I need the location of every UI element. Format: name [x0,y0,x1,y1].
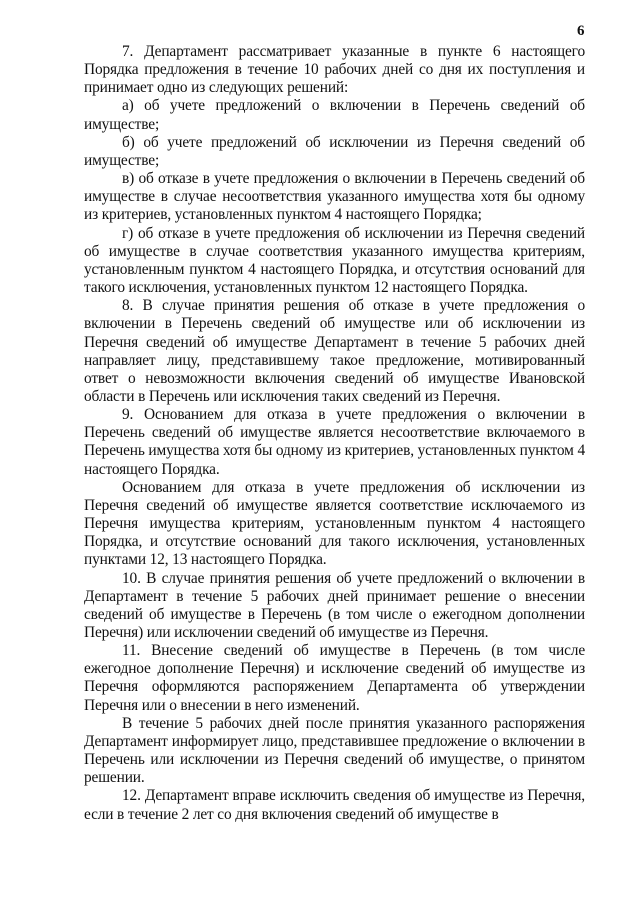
paragraph-10: 10. В случае принятия решения об учете предложений о включении в Департамент в течение 5 рабочих дней принимает решение о внесении сведений об имуществе в Перечень (в том числе о ежегодном дополнении Перечня) или исключении сведений об имуществе из Перечня. [84,569,585,641]
paragraph-11-continued: В течение 5 рабочих дней после принятия указанного распоряжения Департамент информирует лицо, представившее предложение о включении в Перечень или исключении из Перечня сведений об имуществе, о принятом решении. [84,714,585,787]
page-number: 6 [577,23,585,39]
paragraph-7: 7. Департамент рассматривает указанные в пункте 6 настоящего Порядка предложения в течение 10 рабочих дней со дня их поступления и принимает одно из следующих решений: [84,43,585,97]
paragraph-7a: а) об учете предложений о включении в Перечень сведений об имуществе; [84,97,585,133]
paragraph-8: 8. В случае принятия решения об отказе в учете предложения о включении в Перечень сведений об имуществе или об исключении из Перечня сведений об имуществе Департамент в течение 5 рабочих дней направляет лицу, представившему такое предложение, мотивированный ответ о невозможности включения сведений об имуществе Ивановской области в Перечень или исключения таких сведений из Перечня. [84,297,585,405]
paragraph-9-continued: Основанием для отказа в учете предложения об исключении из Перечня сведений об имуществе является соответствие исключаемого из Перечня имущества критериям, установленным пунктом 4 настоящего Порядка, и отсутствие оснований для такого исключения, установленных пунктами 12, 13 настоящего Порядка. [84,478,585,569]
document-body [84,43,585,824]
paragraph-7g: г) об отказе в учете предложения об исключении из Перечня сведений об имуществе в случае соответствия указанного имущества критериям, установленным пунктом 4 настоящего Порядка, и отсутствия оснований для такого исключения, установленных пунктом 12 настоящего Порядка. [84,224,585,297]
paragraph-12: 12. Департамент вправе исключить сведения об имуществе из Перечня, если в течение 2 лет со дня включения сведений об имуществе в [84,787,585,823]
paragraph-7b: б) об учете предложений об исключении из Перечня сведений об имуществе; [84,133,585,169]
paragraph-11: 11. Внесение сведений об имуществе в Перечень (в том числе ежегодное дополнение Перечня) и исключение сведений об имуществе из Перечня оформляются распоряжением Департамента об утверждении Перечня или о внесении в него изменений. [84,642,585,714]
paragraph-9: 9. Основанием для отказа в учете предложения о включении в Перечень сведений об имуществе является несоответствие включаемого в Перечень имущества хотя бы одному из критериев, установленных пунктом 4 настоящего Порядка. [84,406,585,478]
paragraph-7v: в) об отказе в учете предложения о включении в Перечень сведений об имуществе в случае несоответствия указанного имущества хотя бы одному из критериев, установленных пунктом 4 настоящего Порядка; [84,170,585,224]
